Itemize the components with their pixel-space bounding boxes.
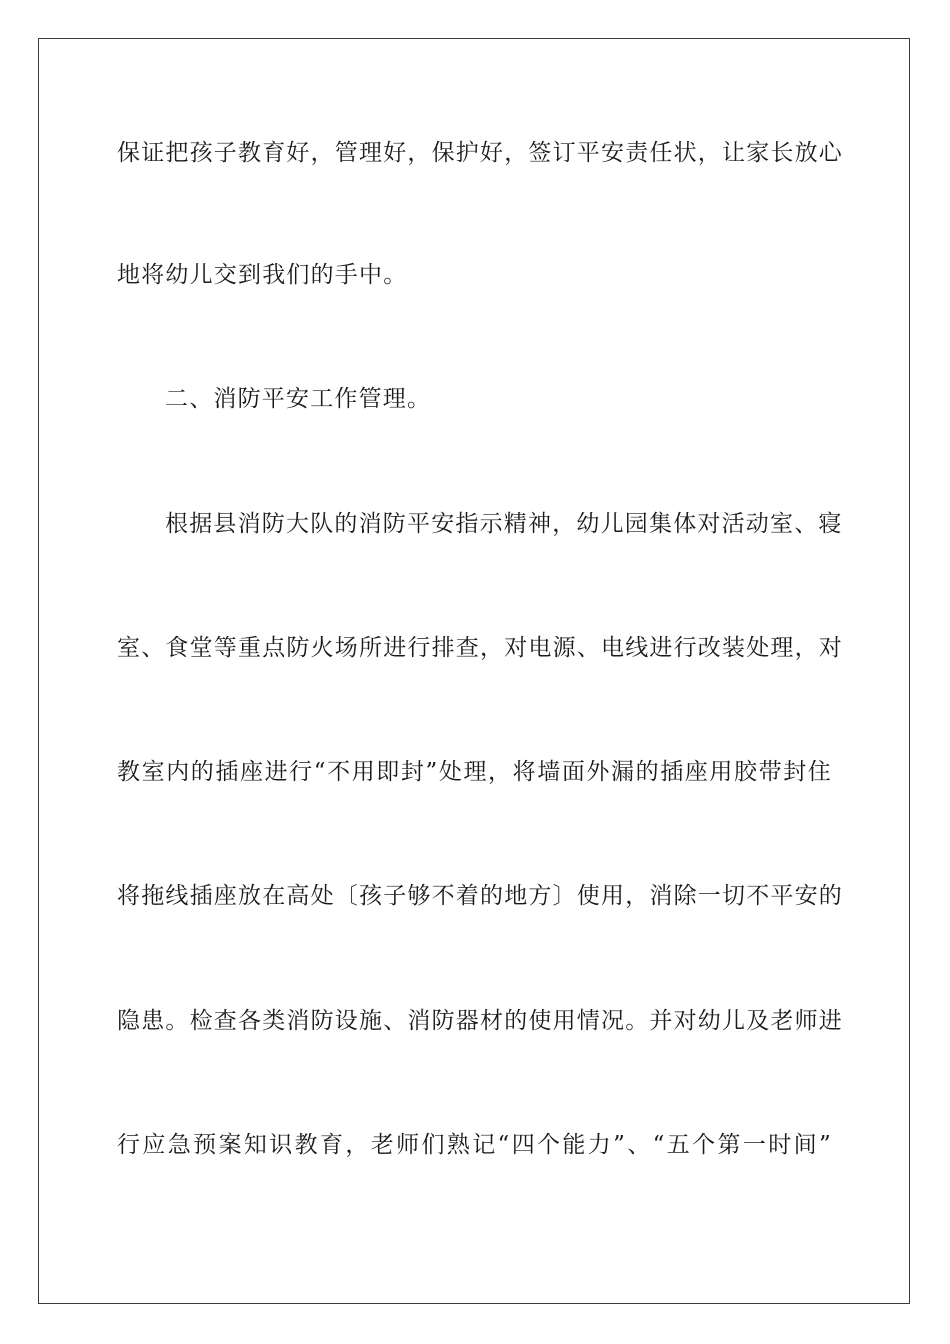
- text-line-1: 保证把孩子教育好，管理好，保护好，签订平安责任状，让家长放心: [117, 140, 843, 166]
- text-line-8: 隐患。检查各类消防设施、消防器材的使用情况。并对幼儿及老师进: [117, 1008, 843, 1034]
- text-line-5: 室、食堂等重点防火场所进行排查，对电源、电线进行改装处理，对: [117, 635, 843, 661]
- page-border: [38, 38, 910, 1304]
- text-line-2: 地将幼儿交到我们的手中。: [117, 262, 408, 288]
- text-line-9: 行应急预案知识教育，老师们熟记“四个能力”、“五个第一时间”: [117, 1132, 832, 1158]
- section-heading: 二、消防平安工作管理。: [165, 386, 432, 412]
- text-line-7: 将拖线插座放在高处〔孩子够不着的地方〕使用，消除一切不平安的: [117, 883, 843, 909]
- text-line-6: 教室内的插座进行“不用即封”处理，将墙面外漏的插座用胶带封住: [117, 759, 832, 785]
- text-line-4: 根据县消防大队的消防平安指示精神，幼儿园集体对活动室、寝: [165, 511, 843, 537]
